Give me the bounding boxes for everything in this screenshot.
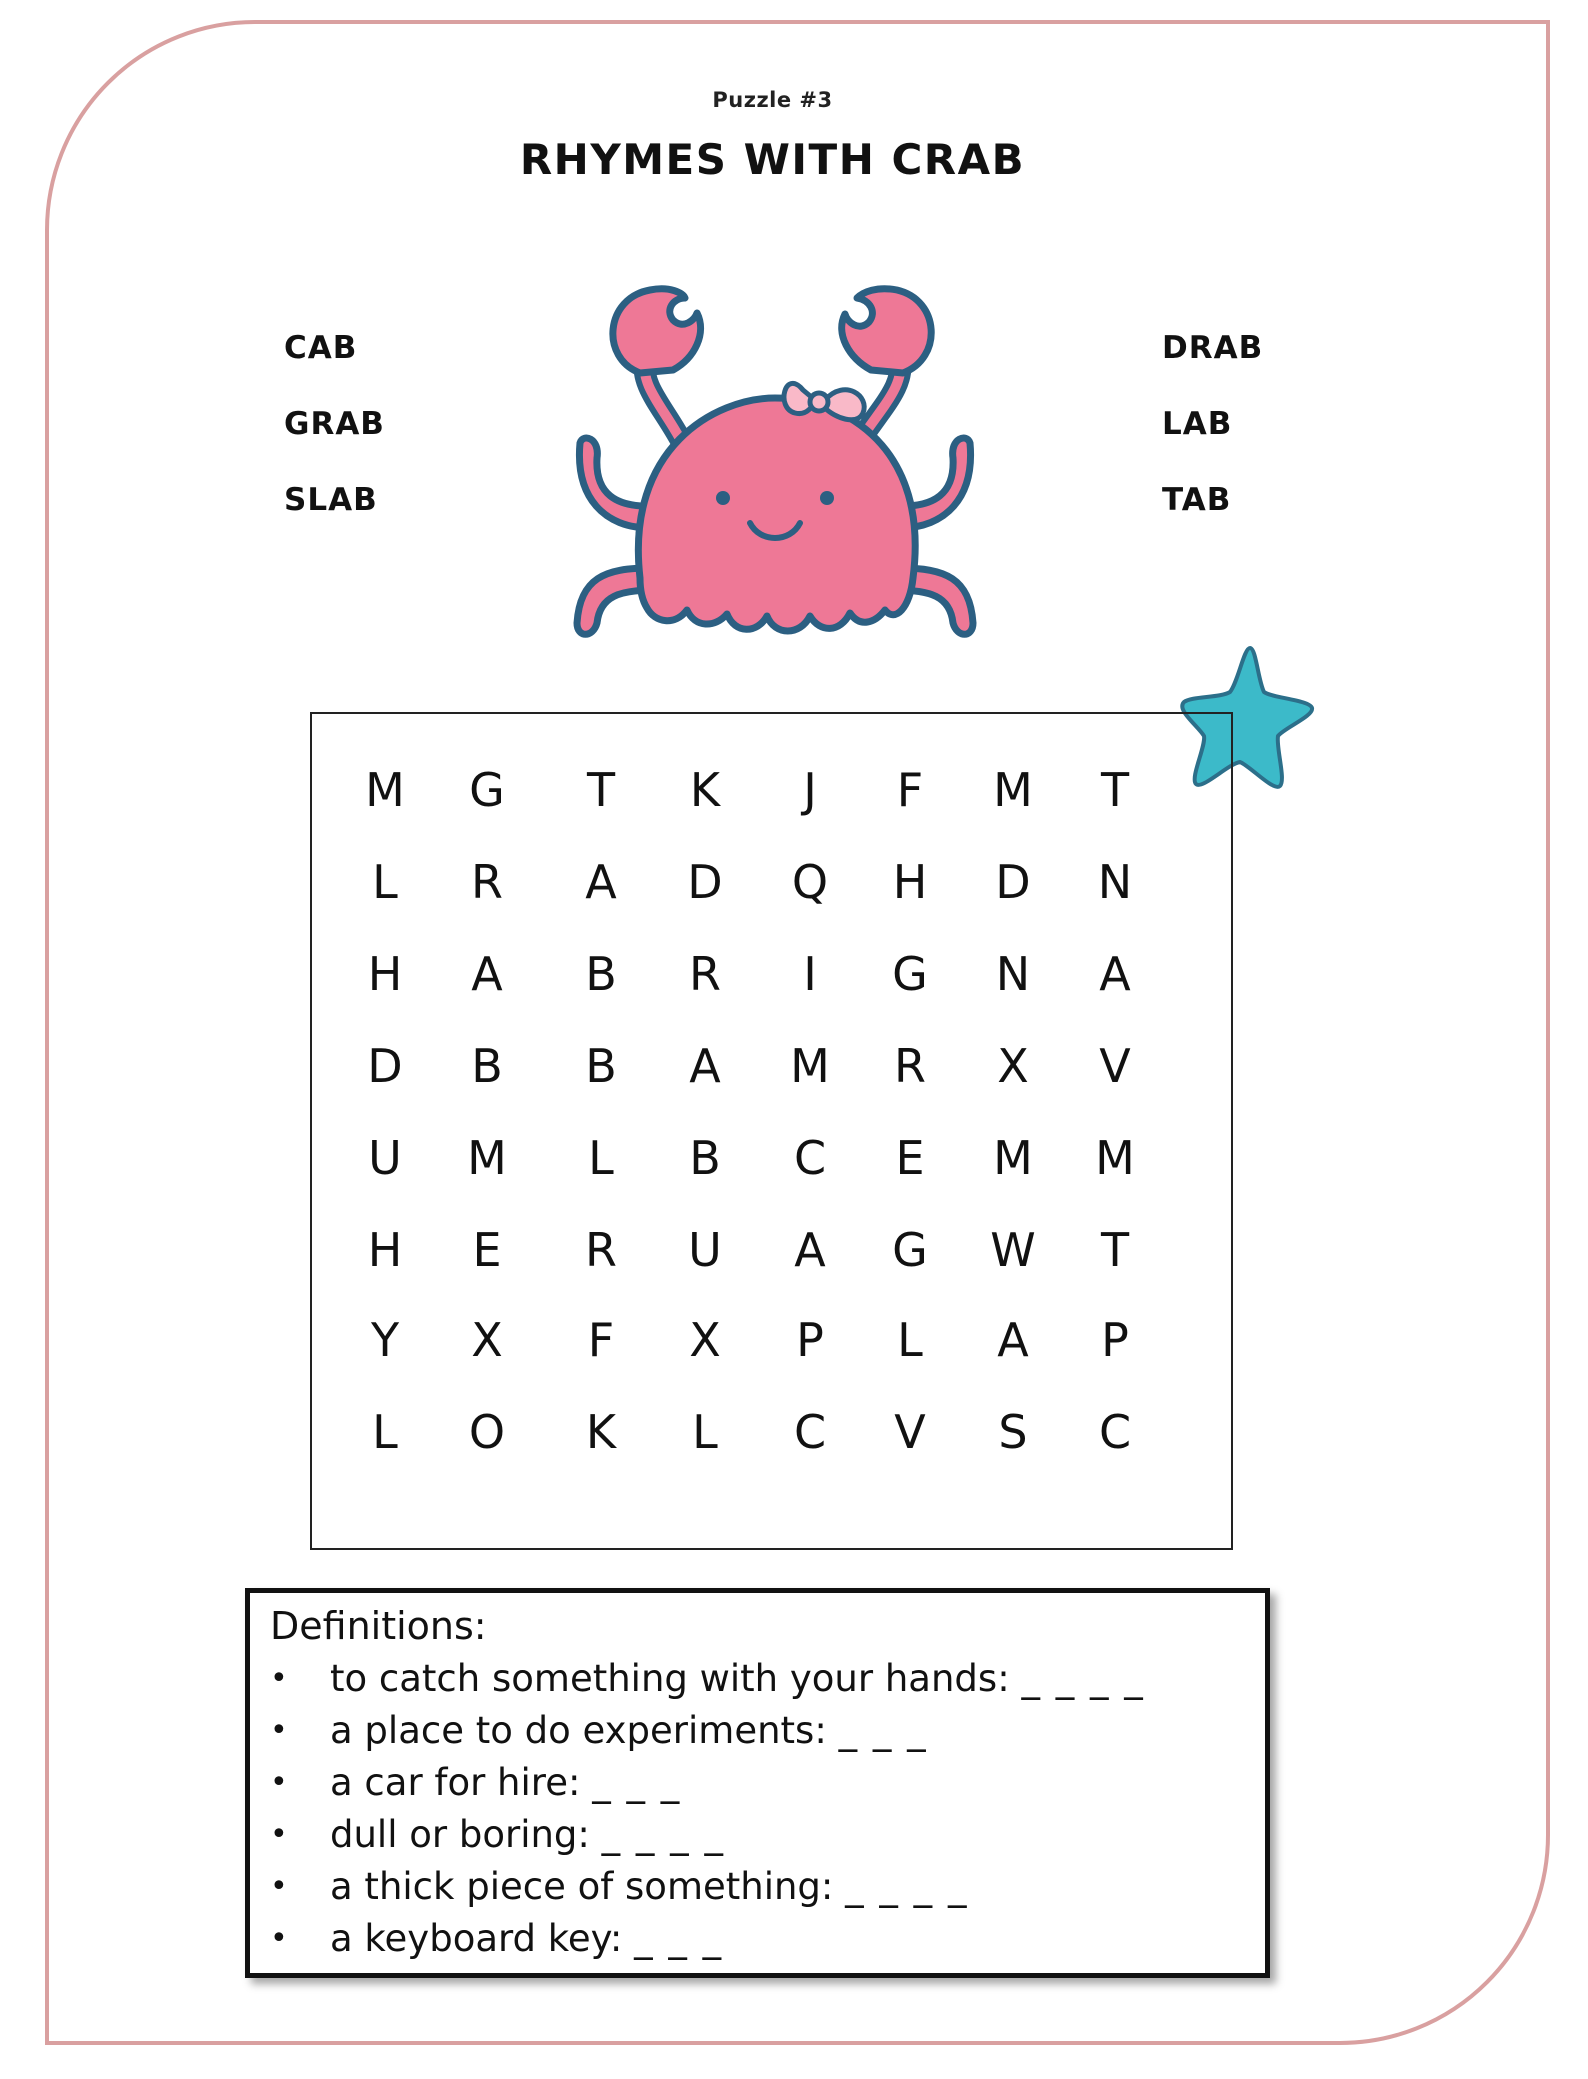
grid-letter: R <box>689 947 721 1001</box>
definition-item <box>270 1913 1245 1965</box>
grid-letter: H <box>367 1223 403 1277</box>
grid-letter: L <box>372 1405 398 1459</box>
grid-letter: A <box>997 1313 1029 1367</box>
word-item: CAB <box>284 330 358 366</box>
grid-letter: X <box>689 1313 721 1367</box>
definition-item <box>270 1653 1245 1705</box>
grid-letter: A <box>689 1039 721 1093</box>
grid-letter: L <box>588 1131 614 1185</box>
grid-letter: M <box>365 763 405 817</box>
grid-letter: Q <box>791 855 829 909</box>
grid-letter: H <box>367 947 403 1001</box>
grid-letter: M <box>993 1131 1033 1185</box>
grid-letter: P <box>1101 1313 1129 1367</box>
grid-letter: U <box>368 1131 402 1185</box>
grid-letter: Y <box>370 1313 400 1367</box>
bullet-icon: • <box>270 1661 288 1696</box>
grid-letter: B <box>689 1131 721 1185</box>
answer-blank: _ _ _ _ <box>845 1865 969 1908</box>
bullet-icon: • <box>270 1817 288 1852</box>
grid-letter: W <box>990 1223 1036 1277</box>
grid-letter: J <box>803 763 817 817</box>
grid-letter: U <box>688 1223 722 1277</box>
puzzle-number: Puzzle #3 <box>712 88 833 112</box>
word-item: LAB <box>1162 406 1233 442</box>
answer-blank: _ _ _ <box>838 1709 928 1752</box>
definition-text: a keyboard key: <box>330 1917 623 1960</box>
word-list-left <box>284 330 385 558</box>
grid-letter: F <box>896 763 924 817</box>
grid-letter: G <box>892 947 928 1001</box>
grid-letter: M <box>993 763 1033 817</box>
grid-letter: M <box>1095 1131 1135 1185</box>
grid-letter: T <box>1100 763 1130 817</box>
grid-letter: M <box>790 1039 830 1093</box>
grid-letter: E <box>895 1131 925 1185</box>
grid-letter: K <box>689 763 721 817</box>
word-list-right <box>1162 330 1263 558</box>
grid-letter: O <box>468 1405 506 1459</box>
answer-blank: _ _ _ _ <box>601 1813 725 1856</box>
grid-letter: A <box>585 855 617 909</box>
definition-text: a place to do experiments: <box>330 1709 827 1752</box>
grid-letter: R <box>585 1223 617 1277</box>
grid-letter: L <box>692 1405 718 1459</box>
definition-text: dull or boring: <box>330 1813 590 1856</box>
bullet-icon: • <box>270 1765 288 1800</box>
definition-text: a car for hire: <box>330 1761 581 1804</box>
grid-letter: F <box>587 1313 615 1367</box>
definitions-heading: Definitions: <box>270 1604 487 1648</box>
grid-letter: G <box>892 1223 928 1277</box>
grid-letter: K <box>585 1405 617 1459</box>
grid-letter: T <box>1100 1223 1130 1277</box>
bullet-icon: • <box>270 1713 288 1748</box>
grid-letter: A <box>471 947 503 1001</box>
bullet-icon: • <box>270 1869 288 1904</box>
definition-item <box>270 1809 1245 1861</box>
word-item: GRAB <box>284 406 385 442</box>
grid-letter: S <box>998 1405 1028 1459</box>
grid-letter: X <box>997 1039 1029 1093</box>
grid-letter: M <box>467 1131 507 1185</box>
word-item: DRAB <box>1162 330 1264 366</box>
answer-blank: _ _ _ _ <box>1021 1657 1145 1700</box>
grid-letter: A <box>794 1223 826 1277</box>
definition-item <box>270 1705 1245 1757</box>
grid-letter: V <box>894 1405 926 1459</box>
grid-letter: P <box>796 1313 824 1367</box>
definition-text: to catch something with your hands: <box>330 1657 1010 1700</box>
definition-item <box>270 1861 1245 1913</box>
grid-letter: N <box>995 947 1031 1001</box>
grid-letter: E <box>472 1223 502 1277</box>
grid-letter: B <box>471 1039 503 1093</box>
grid-letter: C <box>1098 1405 1132 1459</box>
grid-letter: L <box>897 1313 923 1367</box>
grid-letter: A <box>1099 947 1131 1001</box>
grid-letter: B <box>585 1039 617 1093</box>
crab-illustration <box>545 278 1005 668</box>
grid-letter: H <box>892 855 928 909</box>
grid-letter: C <box>793 1405 827 1459</box>
grid-letter: L <box>372 855 398 909</box>
grid-letter: V <box>1099 1039 1131 1093</box>
page-title: RHYMES WITH CRAB <box>519 135 1026 184</box>
grid-letter: D <box>995 855 1031 909</box>
grid-letter: D <box>367 1039 403 1093</box>
definition-item <box>270 1757 1245 1809</box>
word-item: TAB <box>1162 482 1232 518</box>
definition-text: a thick piece of something: <box>330 1865 834 1908</box>
answer-blank: _ _ _ <box>592 1761 682 1804</box>
grid-letter: G <box>469 763 505 817</box>
grid-letter: C <box>793 1131 827 1185</box>
grid-letter: R <box>471 855 503 909</box>
grid-letter: D <box>687 855 723 909</box>
grid-letter: B <box>585 947 617 1001</box>
definitions-list <box>270 1653 1245 1965</box>
grid-letter: N <box>1097 855 1133 909</box>
word-item: SLAB <box>284 482 378 518</box>
grid-letter: T <box>586 763 616 817</box>
grid-letter: R <box>894 1039 926 1093</box>
bullet-icon: • <box>270 1921 288 1956</box>
grid-letter: I <box>803 947 817 1001</box>
grid-letter: X <box>471 1313 503 1367</box>
definitions-box <box>245 1588 1270 1978</box>
answer-blank: _ _ _ <box>634 1917 724 1960</box>
